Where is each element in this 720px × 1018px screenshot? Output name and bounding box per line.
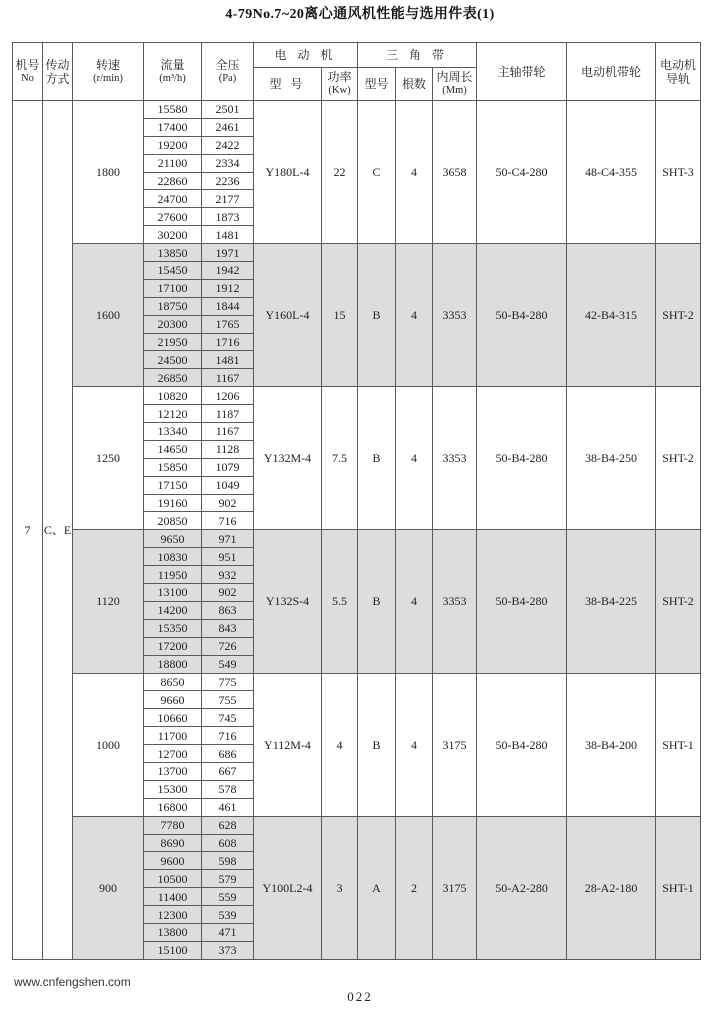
flow-cell: 24500 bbox=[144, 351, 202, 369]
pressure-cell: 1167 bbox=[202, 369, 254, 387]
motor-rail-cell: SHT-2 bbox=[656, 530, 701, 673]
col-header-belt-type bbox=[358, 68, 396, 101]
col-header-drive-line1: 传动 bbox=[45, 57, 70, 72]
pressure-cell: 932 bbox=[202, 566, 254, 584]
flow-cell: 10830 bbox=[144, 548, 202, 566]
flow-cell: 17100 bbox=[144, 279, 202, 297]
speed-cell: 1800 bbox=[73, 101, 144, 244]
motor-model-cell: Y100L2-4 bbox=[254, 816, 322, 959]
flow-cell: 17150 bbox=[144, 476, 202, 494]
motor-model-cell: Y180L-4 bbox=[254, 101, 322, 244]
col-header-machine-no-sub: No bbox=[21, 72, 34, 84]
col-header-motor-model-label: 型 号 bbox=[269, 77, 306, 91]
col-header-motor-pulley bbox=[567, 43, 656, 101]
pressure-cell: 716 bbox=[202, 727, 254, 745]
motor-rail-cell: SHT-1 bbox=[656, 816, 701, 959]
motor-pulley-cell: 42-B4-315 bbox=[567, 244, 656, 387]
pressure-cell: 755 bbox=[202, 691, 254, 709]
flow-cell: 15450 bbox=[144, 262, 202, 280]
pressure-cell: 559 bbox=[202, 888, 254, 906]
flow-cell: 13800 bbox=[144, 923, 202, 941]
belt-type-cell: B bbox=[358, 673, 396, 816]
belt-type-cell: C bbox=[358, 101, 396, 244]
flow-cell: 18800 bbox=[144, 655, 202, 673]
flow-cell: 17200 bbox=[144, 637, 202, 655]
flow-cell: 9660 bbox=[144, 691, 202, 709]
flow-cell: 14650 bbox=[144, 440, 202, 458]
motor-model-cell: Y112M-4 bbox=[254, 673, 322, 816]
flow-cell: 20850 bbox=[144, 512, 202, 530]
pressure-cell: 951 bbox=[202, 548, 254, 566]
motor-power-cell: 3 bbox=[322, 816, 358, 959]
motor-pulley-cell: 38-B4-225 bbox=[567, 530, 656, 673]
flow-cell: 11700 bbox=[144, 727, 202, 745]
flow-cell: 13850 bbox=[144, 244, 202, 262]
pressure-cell: 716 bbox=[202, 512, 254, 530]
table-row bbox=[13, 673, 701, 691]
flow-cell: 17400 bbox=[144, 118, 202, 136]
motor-power-cell: 4 bbox=[322, 673, 358, 816]
col-header-speed-label: 转速 bbox=[95, 57, 120, 72]
shaft-pulley-cell: 50-B4-280 bbox=[477, 387, 567, 530]
pressure-cell: 608 bbox=[202, 834, 254, 852]
header-row-top bbox=[13, 43, 701, 68]
shaft-pulley-cell: 50-C4-280 bbox=[477, 101, 567, 244]
flow-cell: 15580 bbox=[144, 101, 202, 119]
pressure-cell: 686 bbox=[202, 745, 254, 763]
motor-power-cell: 15 bbox=[322, 244, 358, 387]
flow-cell: 11400 bbox=[144, 888, 202, 906]
speed-cell: 1000 bbox=[73, 673, 144, 816]
shaft-pulley-cell: 50-A2-280 bbox=[477, 816, 567, 959]
flow-cell: 9650 bbox=[144, 530, 202, 548]
pressure-cell: 598 bbox=[202, 852, 254, 870]
pressure-cell: 863 bbox=[202, 601, 254, 619]
belt-count-cell: 4 bbox=[396, 530, 433, 673]
pressure-cell: 2422 bbox=[202, 136, 254, 154]
motor-pulley-cell: 28-A2-180 bbox=[567, 816, 656, 959]
pressure-cell: 1481 bbox=[202, 351, 254, 369]
flow-cell: 19200 bbox=[144, 136, 202, 154]
table-row bbox=[13, 387, 701, 405]
flow-cell: 13340 bbox=[144, 423, 202, 441]
motor-power-cell: 7.5 bbox=[322, 387, 358, 530]
col-group-header-belt bbox=[358, 43, 477, 68]
pressure-cell: 726 bbox=[202, 637, 254, 655]
pressure-cell: 1765 bbox=[202, 315, 254, 333]
col-header-belt-length bbox=[433, 68, 477, 101]
pressure-cell: 902 bbox=[202, 584, 254, 602]
page-title: 4-79No.7~20离心通风机性能与选用件表(1) bbox=[225, 7, 495, 22]
table-body bbox=[13, 101, 701, 960]
col-header-belt-count bbox=[396, 68, 433, 101]
col-header-speed-unit: (r/min) bbox=[93, 72, 123, 84]
flow-cell: 18750 bbox=[144, 297, 202, 315]
motor-pulley-cell: 48-C4-355 bbox=[567, 101, 656, 244]
belt-length-cell: 3175 bbox=[433, 673, 477, 816]
belt-count-cell: 2 bbox=[396, 816, 433, 959]
col-header-pressure-label: 全压 bbox=[215, 57, 240, 72]
shaft-pulley-cell: 50-B4-280 bbox=[477, 530, 567, 673]
pressure-cell: 1716 bbox=[202, 333, 254, 351]
col-header-flow-unit: (m³/h) bbox=[159, 72, 186, 84]
belt-count-cell: 4 bbox=[396, 244, 433, 387]
pressure-cell: 578 bbox=[202, 780, 254, 798]
pressure-cell: 2177 bbox=[202, 190, 254, 208]
flow-cell: 22860 bbox=[144, 172, 202, 190]
page-number: 022 bbox=[347, 989, 373, 1004]
pressure-cell: 745 bbox=[202, 709, 254, 727]
belt-length-cell: 3175 bbox=[433, 816, 477, 959]
fan-selection-table bbox=[12, 42, 701, 960]
belt-type-cell: B bbox=[358, 244, 396, 387]
pressure-cell: 579 bbox=[202, 870, 254, 888]
pressure-cell: 902 bbox=[202, 494, 254, 512]
pressure-cell: 1844 bbox=[202, 297, 254, 315]
flow-cell: 12300 bbox=[144, 906, 202, 924]
col-header-motor-model bbox=[254, 68, 322, 101]
pressure-cell: 1167 bbox=[202, 423, 254, 441]
speed-cell: 1120 bbox=[73, 530, 144, 673]
col-header-drive-line2: 方式 bbox=[45, 71, 70, 86]
pressure-cell: 1049 bbox=[202, 476, 254, 494]
col-header-motor-power-label: 功率 bbox=[327, 70, 352, 84]
drive-type-cell: C、E bbox=[43, 101, 73, 960]
col-header-pressure-unit: (Pa) bbox=[218, 72, 237, 84]
flow-cell: 21100 bbox=[144, 154, 202, 172]
pressure-cell: 471 bbox=[202, 923, 254, 941]
motor-power-cell: 5.5 bbox=[322, 530, 358, 673]
col-header-belt-length-unit: (Mm) bbox=[442, 85, 467, 96]
col-header-flow bbox=[144, 43, 202, 101]
flow-cell: 15350 bbox=[144, 619, 202, 637]
col-header-motor-pulley-label: 电动机带轮 bbox=[581, 64, 642, 79]
pressure-cell: 1873 bbox=[202, 208, 254, 226]
pressure-cell: 667 bbox=[202, 762, 254, 780]
belt-type-cell: B bbox=[358, 530, 396, 673]
col-header-machine-no-label: 机号 bbox=[15, 57, 40, 72]
speed-cell: 900 bbox=[73, 816, 144, 959]
pressure-cell: 373 bbox=[202, 941, 254, 959]
flow-cell: 19160 bbox=[144, 494, 202, 512]
col-header-pressure bbox=[202, 43, 254, 101]
col-header-speed bbox=[73, 43, 144, 101]
pressure-cell: 2461 bbox=[202, 118, 254, 136]
motor-model-cell: Y132M-4 bbox=[254, 387, 322, 530]
flow-cell: 13100 bbox=[144, 584, 202, 602]
motor-pulley-cell: 38-B4-200 bbox=[567, 673, 656, 816]
col-header-motor-rail-line2: 导轨 bbox=[666, 71, 691, 86]
shaft-pulley-cell: 50-B4-280 bbox=[477, 673, 567, 816]
col-group-header-motor bbox=[254, 43, 358, 68]
table-header bbox=[13, 43, 701, 101]
flow-cell: 12700 bbox=[144, 745, 202, 763]
col-header-belt-count-label: 根数 bbox=[402, 77, 427, 91]
shaft-pulley-cell: 50-B4-280 bbox=[477, 244, 567, 387]
col-header-motor-rail-line1: 电动机 bbox=[660, 57, 697, 72]
col-group-header-belt-label: 三 角 带 bbox=[386, 48, 449, 62]
flow-cell: 10660 bbox=[144, 709, 202, 727]
pressure-cell: 1481 bbox=[202, 226, 254, 244]
flow-cell: 10820 bbox=[144, 387, 202, 405]
col-group-header-motor-label: 电 动 机 bbox=[274, 48, 337, 62]
flow-cell: 30200 bbox=[144, 226, 202, 244]
motor-rail-cell: SHT-1 bbox=[656, 673, 701, 816]
website-url: www.cnfengshen.com bbox=[14, 975, 131, 989]
flow-cell: 13700 bbox=[144, 762, 202, 780]
col-header-belt-length-label: 内周长 bbox=[436, 70, 473, 84]
table-row bbox=[13, 816, 701, 834]
belt-type-cell: A bbox=[358, 816, 396, 959]
pressure-cell: 843 bbox=[202, 619, 254, 637]
col-header-machine-no bbox=[13, 43, 43, 101]
pressure-cell: 1912 bbox=[202, 279, 254, 297]
pressure-cell: 2501 bbox=[202, 101, 254, 119]
pressure-cell: 628 bbox=[202, 816, 254, 834]
flow-cell: 20300 bbox=[144, 315, 202, 333]
motor-pulley-cell: 38-B4-250 bbox=[567, 387, 656, 530]
col-header-motor-power bbox=[322, 68, 358, 101]
pressure-cell: 775 bbox=[202, 673, 254, 691]
col-header-motor-rail bbox=[656, 43, 701, 101]
speed-cell: 1250 bbox=[73, 387, 144, 530]
col-header-shaft-pulley bbox=[477, 43, 567, 101]
flow-cell: 14200 bbox=[144, 601, 202, 619]
belt-length-cell: 3353 bbox=[433, 530, 477, 673]
pressure-cell: 1971 bbox=[202, 244, 254, 262]
col-header-motor-power-unit: (Kw) bbox=[328, 85, 351, 96]
flow-cell: 27600 bbox=[144, 208, 202, 226]
belt-length-cell: 3353 bbox=[433, 244, 477, 387]
flow-cell: 21950 bbox=[144, 333, 202, 351]
pressure-cell: 461 bbox=[202, 798, 254, 816]
flow-cell: 11950 bbox=[144, 566, 202, 584]
belt-count-cell: 4 bbox=[396, 101, 433, 244]
table-row bbox=[13, 244, 701, 262]
pressure-cell: 1942 bbox=[202, 262, 254, 280]
motor-rail-cell: SHT-2 bbox=[656, 244, 701, 387]
belt-length-cell: 3658 bbox=[433, 101, 477, 244]
pressure-cell: 549 bbox=[202, 655, 254, 673]
flow-cell: 7780 bbox=[144, 816, 202, 834]
pressure-cell: 539 bbox=[202, 906, 254, 924]
belt-count-cell: 4 bbox=[396, 673, 433, 816]
table-row bbox=[13, 101, 701, 119]
col-header-shaft-pulley-label: 主轴带轮 bbox=[497, 64, 546, 79]
flow-cell: 15850 bbox=[144, 458, 202, 476]
flow-cell: 8690 bbox=[144, 834, 202, 852]
col-header-drive bbox=[43, 43, 73, 101]
belt-type-cell: B bbox=[358, 387, 396, 530]
belt-count-cell: 4 bbox=[396, 387, 433, 530]
col-header-belt-type-label: 型号 bbox=[364, 77, 389, 91]
machine-no-cell: 7 bbox=[13, 101, 43, 960]
motor-rail-cell: SHT-2 bbox=[656, 387, 701, 530]
flow-cell: 15300 bbox=[144, 780, 202, 798]
pressure-cell: 2334 bbox=[202, 154, 254, 172]
flow-cell: 16800 bbox=[144, 798, 202, 816]
pressure-cell: 1079 bbox=[202, 458, 254, 476]
flow-cell: 9600 bbox=[144, 852, 202, 870]
pressure-cell: 971 bbox=[202, 530, 254, 548]
motor-rail-cell: SHT-3 bbox=[656, 101, 701, 244]
pressure-cell: 1128 bbox=[202, 440, 254, 458]
speed-cell: 1600 bbox=[73, 244, 144, 387]
motor-model-cell: Y160L-4 bbox=[254, 244, 322, 387]
pressure-cell: 1206 bbox=[202, 387, 254, 405]
motor-model-cell: Y132S-4 bbox=[254, 530, 322, 673]
flow-cell: 12120 bbox=[144, 405, 202, 423]
flow-cell: 15100 bbox=[144, 941, 202, 959]
pressure-cell: 1187 bbox=[202, 405, 254, 423]
motor-power-cell: 22 bbox=[322, 101, 358, 244]
table-row bbox=[13, 530, 701, 548]
col-header-flow-label: 流量 bbox=[160, 57, 185, 72]
flow-cell: 24700 bbox=[144, 190, 202, 208]
flow-cell: 26850 bbox=[144, 369, 202, 387]
flow-cell: 8650 bbox=[144, 673, 202, 691]
belt-length-cell: 3353 bbox=[433, 387, 477, 530]
flow-cell: 10500 bbox=[144, 870, 202, 888]
pressure-cell: 2236 bbox=[202, 172, 254, 190]
